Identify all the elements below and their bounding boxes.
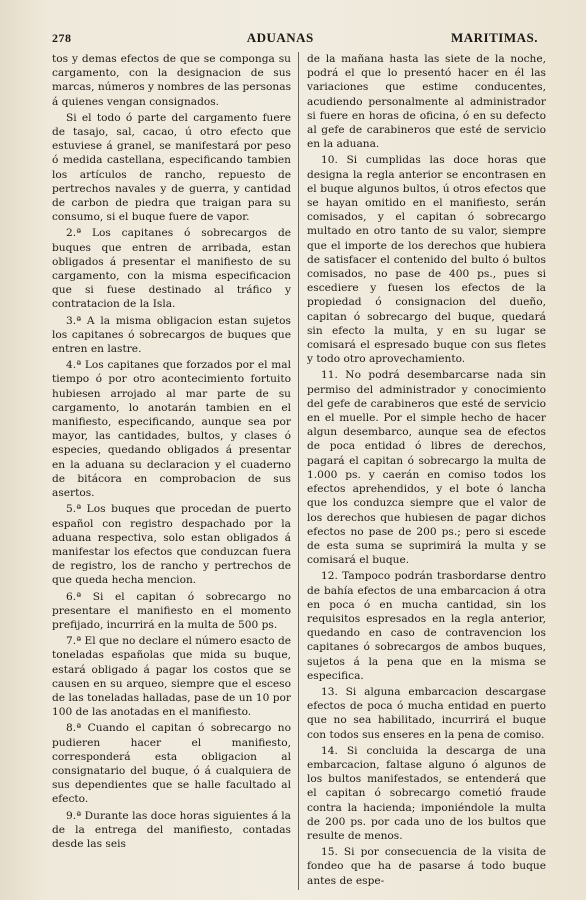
running-header [52, 30, 546, 46]
rule-11: 11. No podrá desembarcarse nada sin permiso del administrador y conocimiento del gefe de carabineros que esté de servicio en el muelle. Por el simple hecho de hacer algun desembarco, aunque sea de efectos de poca entidad ó libres de derechos, pagará el capitan ó sobrecargo la multa de 1.000 ps. y caerán en comiso todos los efectos aprehendidos, y el bote ó lancha que los conduzca siempre que el valor de los derechos que hubiesen de pagar dichos efectos no pase de 200 ps.; pero si escede de esta suma se suprimirá la multa y se comisará el buque. [307, 369, 546, 567]
rule-9: 9.ª Durante las doce horas siguientes á la de la entrega del manifiesto, contadas desde las seis [52, 809, 291, 850]
rule-6: 6.ª Si el capitan ó sobrecargo no presentare el manifiesto en el momento prefijado, incurrirá en la multa de 500 ps. [52, 590, 291, 631]
rule-8: 8.ª Cuando el capitan ó sobrecargo no pudieren hacer el manifiesto, corresponderá esta obligacion al consignatario del buque, ó á cualquiera de sus dependientes que se halle facultado al efecto. [52, 722, 291, 806]
rule-5: 5.ª Los buques que procedan de puerto español con registro despachado por la aduana respectiva, solo estan obligados á manifestar los efectos que conduzcan fuera de registro, los de rancho y pertrechos de que queda hecha mencion. [52, 503, 291, 587]
paragraph: tos y demas efectos de que se componga su cargamento, con la designacion de sus marcas, números y nombres de las personas á quienes vengan consignados. [52, 53, 292, 108]
rule-14: 14. Si concluida la descarga de una embarcacion, faltase alguno ó algunos de los bultos manifestados, se entenderá que el capitan ó sobrecargo cometió fraude contra la hacienda; imponiéndole la multa de 200 ps. por cada uno de los bultos que resulte de menos. [307, 744, 546, 842]
rule-10: 10. Si cumplidas las doce horas que designa la regla anterior se encontrasen en el buque algunos bultos, ú otros efectos que se hayan omitido en el manifiesto, serán comisados, y el capitan ó sobrecargo multado en otro tanto de su valor, siempre que el importe de los derechos que hubiera de satisfacer el contenido del bulto ó bultos comisados, no pase de 400 ps., pues si escediere y fuesen los efectos de la propiedad ó consignacion del dueño, capitan ó sobrecargo del buque, quedará sin efecto la multa, y en su lugar se comisará el espresado buque con sus fletes y todo otro aprovechamiento. [307, 154, 546, 366]
rule-2: 2.ª Los capitanes ó sobrecargos de buques que entren de arribada, estan obligados á presentar el manifiesto de su cargamento, con la misma especificacion que si fuese destinado al tráfico y contratacion de la Isla. [52, 227, 291, 311]
rule-12: 12. Tampoco podrán trasbordarse dentro de bahía efectos de una embarcacion á otra en poca ó en mucha cantidad, sin los requisitos espresados en la regla anterior, quedando en caso de contravencion los capitanes ó sobrecargos de ambos buques, sujetos á la pena que en la misma se especifica. [307, 570, 546, 682]
rule-15: 15. Si por consecuencia de la visita de fondeo que ha de pasarse á todo buque antes de espe- [307, 846, 546, 887]
text-columns [52, 52, 546, 890]
header-title-right: MARITIMAS. [451, 30, 538, 45]
right-column [299, 52, 546, 890]
paragraph: de la mañana hasta las siete de la noche, podrá el que lo presentó hacer en él las variaciones que estime conducentes, acudiendo personalmente al administrador si fuere en horas de oficina, ó en su defecto al gefe de carabineros que esté de servicio en la aduana. [307, 53, 546, 151]
rule-13: 13. Si alguna embarcacion descargase efectos de poca ó mucha entidad en puerto que no sea habilitado, incurrirá el buque con todos sus enseres en la pena de comiso. [307, 685, 546, 741]
left-column [52, 52, 299, 890]
rule-7: 7.ª El que no declare el número esacto de toneladas españolas que mida su buque, estará obligado á pagar los costos que se causen en su arqueo, siempre que el esceso de las toneladas halladas, pase de un 10 por 100 de las anotadas en el manifiesto. [52, 635, 291, 719]
rule-4: 4.ª Los capitanes que forzados por el mal tiempo ó por otro acontecimiento fortuito hubiesen arrojado al mar parte de su cargamento, lo anotarán tambien en el manifiesto, especificando, aunque sea por mayor, las cantidades, bultos, y clases ó especies, quedando obligados á presentar en la aduana su declaracion y el cuaderno de bitácora en comprobacion de sus asertos. [52, 359, 291, 500]
rule-3: 3.ª A la misma obligacion estan sujetos los capitanes ó sobrecargos de buques que entren en lastre. [52, 314, 291, 356]
page-number: 278 [52, 31, 72, 45]
paragraph: Si el todo ó parte del cargamento fuere de tasajo, sal, cacao, ú otro efecto que estuviese á granel, se manifestará por peso ó medida castellana, especificando tambien los artículos de rancho, repuesto de pertrechos navales y de guerra, y cantidad de carbon de piedra que traigan para su consumo, si el buque fuere de vapor. [52, 111, 291, 224]
header-title-left: ADUANAS [246, 30, 314, 45]
